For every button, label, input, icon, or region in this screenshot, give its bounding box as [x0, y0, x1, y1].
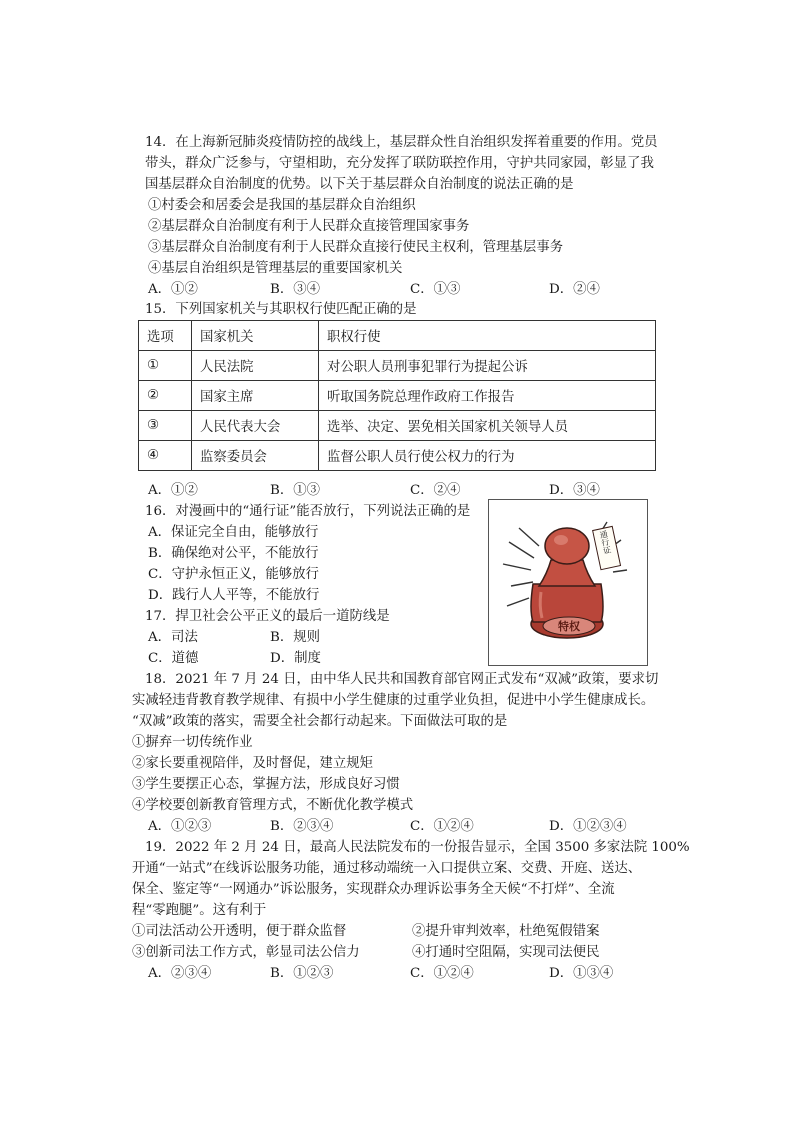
q17-option-b: B．规则	[270, 630, 321, 645]
q14-option-c: C．①③	[410, 282, 461, 297]
table-cell: 选举、决定、罢免相关国家机关领导人员	[319, 411, 656, 441]
q18-item-4: ④学校要创新教育管理方式，不断优化教学模式	[132, 798, 414, 813]
table-cell: ②	[139, 381, 192, 411]
q15-option-a: A．①②	[148, 483, 198, 498]
stamp-illustration	[489, 500, 647, 665]
q17-stem: 17．捍卫社会公平正义的最后一道防线是	[145, 609, 390, 624]
table-header-cell: 国家机关	[192, 321, 319, 351]
q14-item-3: ③基层群众自治制度有利于人民群众直接行使民主权利，管理基层事务	[148, 240, 564, 255]
q14-option-d: D．②④	[549, 282, 600, 297]
table-header-cell: 职权行使	[319, 321, 656, 351]
q16-option-c: C．守护永恒正义，能够放行	[148, 567, 319, 582]
table-row	[139, 381, 656, 411]
table-cell: 人民法院	[192, 351, 319, 381]
q19-stem-line-3: 保全、鉴定等“一网通办”诉讼服务，实现群众办理诉讼事务全天候“不打烊”、全流	[132, 882, 615, 897]
q14-option-a: A．①②	[148, 282, 198, 297]
q15-option-b: B．①③	[270, 483, 321, 498]
table-header-row	[139, 321, 656, 351]
q19-item-3: ③创新司法工作方式，彰显司法公信力	[132, 945, 360, 960]
table-cell: 听取国务院总理作政府工作报告	[319, 381, 656, 411]
table-cell: 监督公职人员行使公权力的行为	[319, 441, 656, 471]
q19-option-b: B．①②③	[270, 966, 334, 981]
q19-item-1: ①司法活动公开透明，便于群众监督	[132, 924, 347, 939]
privilege-stamp-cartoon	[488, 499, 648, 666]
table-cell: ③	[139, 411, 192, 441]
q15-option-c: C．②④	[410, 483, 461, 498]
q19-stem-line-1: 19．2022 年 2 月 24 日，最高人民法院发布的一份报告显示，全国 3500 多家法院 100%	[145, 840, 690, 855]
q16-option-b: B．确保绝对公平，不能放行	[148, 546, 319, 561]
q15-stem: 15．下列国家机关与其职权行使匹配正确的是	[145, 302, 417, 317]
q14-stem-line-1: 14．在上海新冠肺炎疫情防控的战线上，基层群众性自治组织发挥着重要的作用。党员	[145, 135, 658, 150]
table-row	[139, 441, 656, 471]
table-cell: 监察委员会	[192, 441, 319, 471]
q17-option-c: C．道德	[148, 651, 199, 666]
q15-table	[138, 320, 656, 471]
q19-stem-line-4: 程“零跑腿”。这有利于	[132, 903, 267, 918]
privilege-label: 特权	[558, 620, 580, 633]
q19-item-2: ②提升审判效率，杜绝冤假错案	[412, 924, 600, 939]
q19-option-d: D．①③④	[549, 966, 614, 981]
q18-item-3: ③学生要摆正心态，掌握方法，形成良好习惯	[132, 777, 400, 792]
q14-stem-line-3: 国基层群众自治制度的优势。以下关于基层群众自治制度的说法正确的是	[145, 177, 574, 192]
table-cell: 国家主席	[192, 381, 319, 411]
q19-stem-line-2: 开通“一站式”在线诉讼服务功能，通过移动端统一入口提供立案、交费、开庭、送达、	[132, 861, 642, 876]
table-row	[139, 351, 656, 381]
q18-item-2: ②家长要重视陪伴，及时督促，建立规矩	[132, 756, 374, 771]
q17-option-a: A．司法	[148, 630, 198, 645]
q19-option-c: C．①②④	[410, 966, 474, 981]
table-row	[139, 411, 656, 441]
table-cell: ①	[139, 351, 192, 381]
q14-item-1: ①村委会和居委会是我国的基层群众自治组织	[148, 198, 416, 213]
q16-stem: 16．对漫画中的“通行证”能否放行，下列说法正确的是	[145, 504, 471, 519]
table-cell: 对公职人员刑事犯罪行为提起公诉	[319, 351, 656, 381]
q18-item-1: ①摒弃一切传统作业	[132, 735, 253, 750]
table-cell: ④	[139, 441, 192, 471]
q14-stem-line-2: 带头，群众广泛参与，守望相助，充分发挥了联防联控作用，守护共同家园，彰显了我	[145, 156, 654, 171]
q18-option-b: B．②③④	[270, 819, 334, 834]
q18-option-d: D．①②③④	[549, 819, 627, 834]
pass-label: 通行证	[598, 529, 613, 555]
q18-stem-line-2: 实减轻违背教育教学规律、有损中小学生健康的过重学业负担，促进中小学生健康成长。	[132, 693, 655, 708]
q18-option-c: C．①②④	[410, 819, 474, 834]
table-cell: 人民代表大会	[192, 411, 319, 441]
q15-option-d: D．③④	[549, 483, 600, 498]
q16-option-a: A．保证完全自由，能够放行	[148, 525, 319, 540]
q18-stem-line-3: “双减”政策的落实，需要全社会都行动起来。下面做法可取的是	[132, 714, 508, 729]
q18-option-a: A．①②③	[148, 819, 212, 834]
q18-stem-line-1: 18．2021 年 7 月 24 日，由中华人民共和国教育部官网正式发布“双减”政策，要求切	[145, 672, 659, 687]
q14-option-b: B．③④	[270, 282, 321, 297]
q19-item-4: ④打通时空阻隔，实现司法便民	[412, 945, 600, 960]
q14-item-4: ④基层自治组织是管理基层的重要国家机关	[148, 261, 403, 276]
q14-item-2: ②基层群众自治制度有利于人民群众直接管理国家事务	[148, 219, 470, 234]
table-header-cell: 选项	[139, 321, 192, 351]
q16-option-d: D．践行人人平等，不能放行	[148, 588, 320, 603]
q17-option-d: D．制度	[270, 651, 321, 666]
q19-option-a: A．②③④	[148, 966, 212, 981]
